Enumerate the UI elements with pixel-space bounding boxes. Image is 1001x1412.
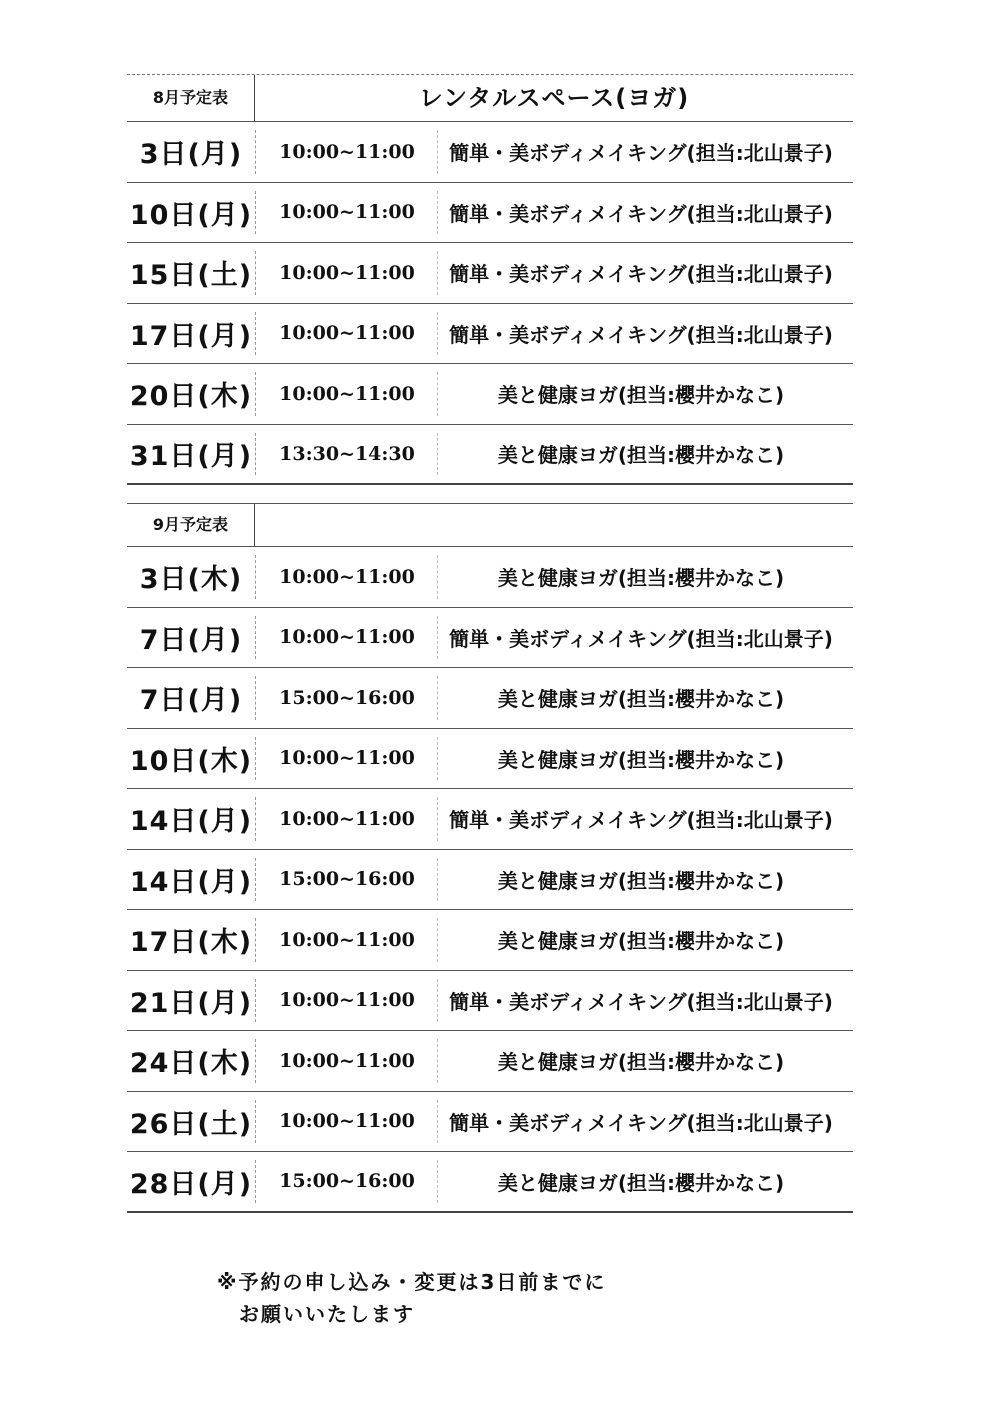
row-time: 10:00~11:00: [279, 1110, 415, 1133]
schedule-row: [127, 425, 853, 486]
column-divider: [437, 433, 438, 476]
row-date: 17日(木): [129, 927, 253, 959]
column-divider: [437, 1039, 438, 1083]
row-class: 美と健康ヨガ(担当:櫻井かなこ): [497, 1050, 785, 1075]
row-class: 簡単・美ボディメイキング(担当:北山景子): [449, 262, 833, 287]
column-divider: [255, 1039, 256, 1083]
column-divider: [255, 433, 256, 476]
schedule-row: [127, 1031, 853, 1092]
row-class: 美と健康ヨガ(担当:櫻井かなこ): [497, 868, 785, 893]
column-divider: [255, 372, 256, 416]
column-divider: [255, 312, 256, 356]
column-divider: [437, 555, 438, 599]
schedule-row: [127, 608, 853, 669]
row-date: 3日(木): [139, 564, 243, 596]
column-divider: [255, 251, 256, 295]
column-divider: [437, 918, 438, 962]
row-time: 10:00~11:00: [279, 201, 415, 224]
row-time: 10:00~11:00: [279, 322, 415, 345]
row-class: 簡単・美ボディメイキング(担当:北山景子): [449, 322, 833, 347]
schedule-row: [127, 547, 853, 608]
column-divider: [437, 616, 438, 660]
row-date: 7日(月): [139, 685, 243, 717]
column-divider: [437, 858, 438, 902]
august-header: [127, 74, 853, 122]
column-divider: [255, 858, 256, 902]
row-class: 美と健康ヨガ(担当:櫻井かなこ): [497, 929, 785, 954]
september-header: [127, 503, 853, 547]
august-rows: [127, 122, 853, 485]
column-divider: [255, 191, 256, 235]
schedule-row: [127, 971, 853, 1032]
column-divider: [437, 130, 438, 174]
row-time: 10:00~11:00: [279, 747, 415, 770]
column-divider: [437, 251, 438, 295]
row-time: 10:00~11:00: [279, 140, 415, 163]
note-line-2: お願いいたします: [239, 1302, 415, 1326]
column-divider: [437, 1160, 438, 1203]
row-class: 簡単・美ボディメイキング(担当:北山景子): [449, 1110, 833, 1135]
august-label: 8月予定表: [127, 75, 255, 121]
column-divider: [255, 555, 256, 599]
column-divider: [437, 797, 438, 841]
row-time: 10:00~11:00: [279, 989, 415, 1012]
column-divider: [255, 918, 256, 962]
row-time: 10:00~11:00: [279, 1049, 415, 1072]
column-divider: [437, 372, 438, 416]
row-time: 10:00~11:00: [279, 807, 415, 830]
schedule-row: [127, 850, 853, 911]
schedule-row: [127, 304, 853, 365]
row-class: 簡単・美ボディメイキング(担当:北山景子): [449, 989, 833, 1014]
column-divider: [255, 1100, 256, 1144]
note-line-1: ※予約の申し込み・変更は3日前までに: [217, 1270, 607, 1294]
row-class: 簡単・美ボディメイキング(担当:北山景子): [449, 808, 833, 833]
row-date: 26日(土): [129, 1108, 253, 1140]
row-date: 15日(土): [129, 260, 253, 292]
column-divider: [437, 191, 438, 235]
row-date: 3日(月): [139, 139, 243, 171]
column-divider: [437, 1100, 438, 1144]
row-time: 15:00~16:00: [279, 1170, 415, 1193]
schedule-row: [127, 668, 853, 729]
row-date: 7日(月): [139, 624, 243, 656]
schedule-row: [127, 789, 853, 850]
row-time: 10:00~11:00: [279, 626, 415, 649]
column-divider: [255, 130, 256, 174]
column-divider: [255, 616, 256, 660]
schedule-row: [127, 910, 853, 971]
column-divider: [255, 979, 256, 1023]
schedule-row: [127, 364, 853, 425]
row-class: 美と健康ヨガ(担当:櫻井かなこ): [497, 383, 785, 408]
schedule-row: [127, 1092, 853, 1153]
column-divider: [255, 737, 256, 781]
row-class: 美と健康ヨガ(担当:櫻井かなこ): [497, 443, 785, 468]
row-class: 美と健康ヨガ(担当:櫻井かなこ): [497, 566, 785, 591]
row-time: 13:30~14:30: [279, 442, 415, 465]
schedule-row: [127, 122, 853, 183]
schedule-row: [127, 1152, 853, 1213]
row-time: 10:00~11:00: [279, 261, 415, 284]
page-title: レンタルスペース(ヨガ): [418, 84, 690, 112]
column-divider: [437, 312, 438, 356]
row-date: 10日(月): [129, 199, 253, 231]
schedule-row: [127, 183, 853, 244]
row-date: 28日(月): [129, 1168, 253, 1200]
reservation-note: [217, 1266, 606, 1330]
column-divider: [255, 676, 256, 720]
row-class: 美と健康ヨガ(担当:櫻井かなこ): [497, 687, 785, 712]
row-time: 10:00~11:00: [279, 565, 415, 588]
row-date: 10日(木): [129, 745, 253, 777]
row-date: 14日(月): [129, 806, 253, 838]
row-time: 15:00~16:00: [279, 686, 415, 709]
row-date: 31日(月): [129, 441, 253, 473]
row-date: 14日(月): [129, 866, 253, 898]
row-time: 10:00~11:00: [279, 382, 415, 405]
september-label: 9月予定表: [127, 504, 255, 546]
row-class: 簡単・美ボディメイキング(担当:北山景子): [449, 201, 833, 226]
row-time: 10:00~11:00: [279, 928, 415, 951]
row-date: 20日(木): [129, 381, 253, 413]
row-date: 17日(月): [129, 320, 253, 352]
row-date: 21日(月): [129, 987, 253, 1019]
column-divider: [255, 1160, 256, 1203]
september-rows: [127, 547, 853, 1213]
column-divider: [437, 979, 438, 1023]
row-class: 美と健康ヨガ(担当:櫻井かなこ): [497, 1170, 785, 1195]
column-divider: [437, 676, 438, 720]
row-time: 15:00~16:00: [279, 868, 415, 891]
row-class: 簡単・美ボディメイキング(担当:北山景子): [449, 626, 833, 651]
row-class: 簡単・美ボディメイキング(担当:北山景子): [449, 141, 833, 166]
schedule-sheet: [127, 74, 853, 1213]
row-class: 美と健康ヨガ(担当:櫻井かなこ): [497, 747, 785, 772]
column-divider: [255, 797, 256, 841]
schedule-row: [127, 243, 853, 304]
schedule-row: [127, 729, 853, 790]
row-date: 24日(木): [129, 1048, 253, 1080]
column-divider: [437, 737, 438, 781]
